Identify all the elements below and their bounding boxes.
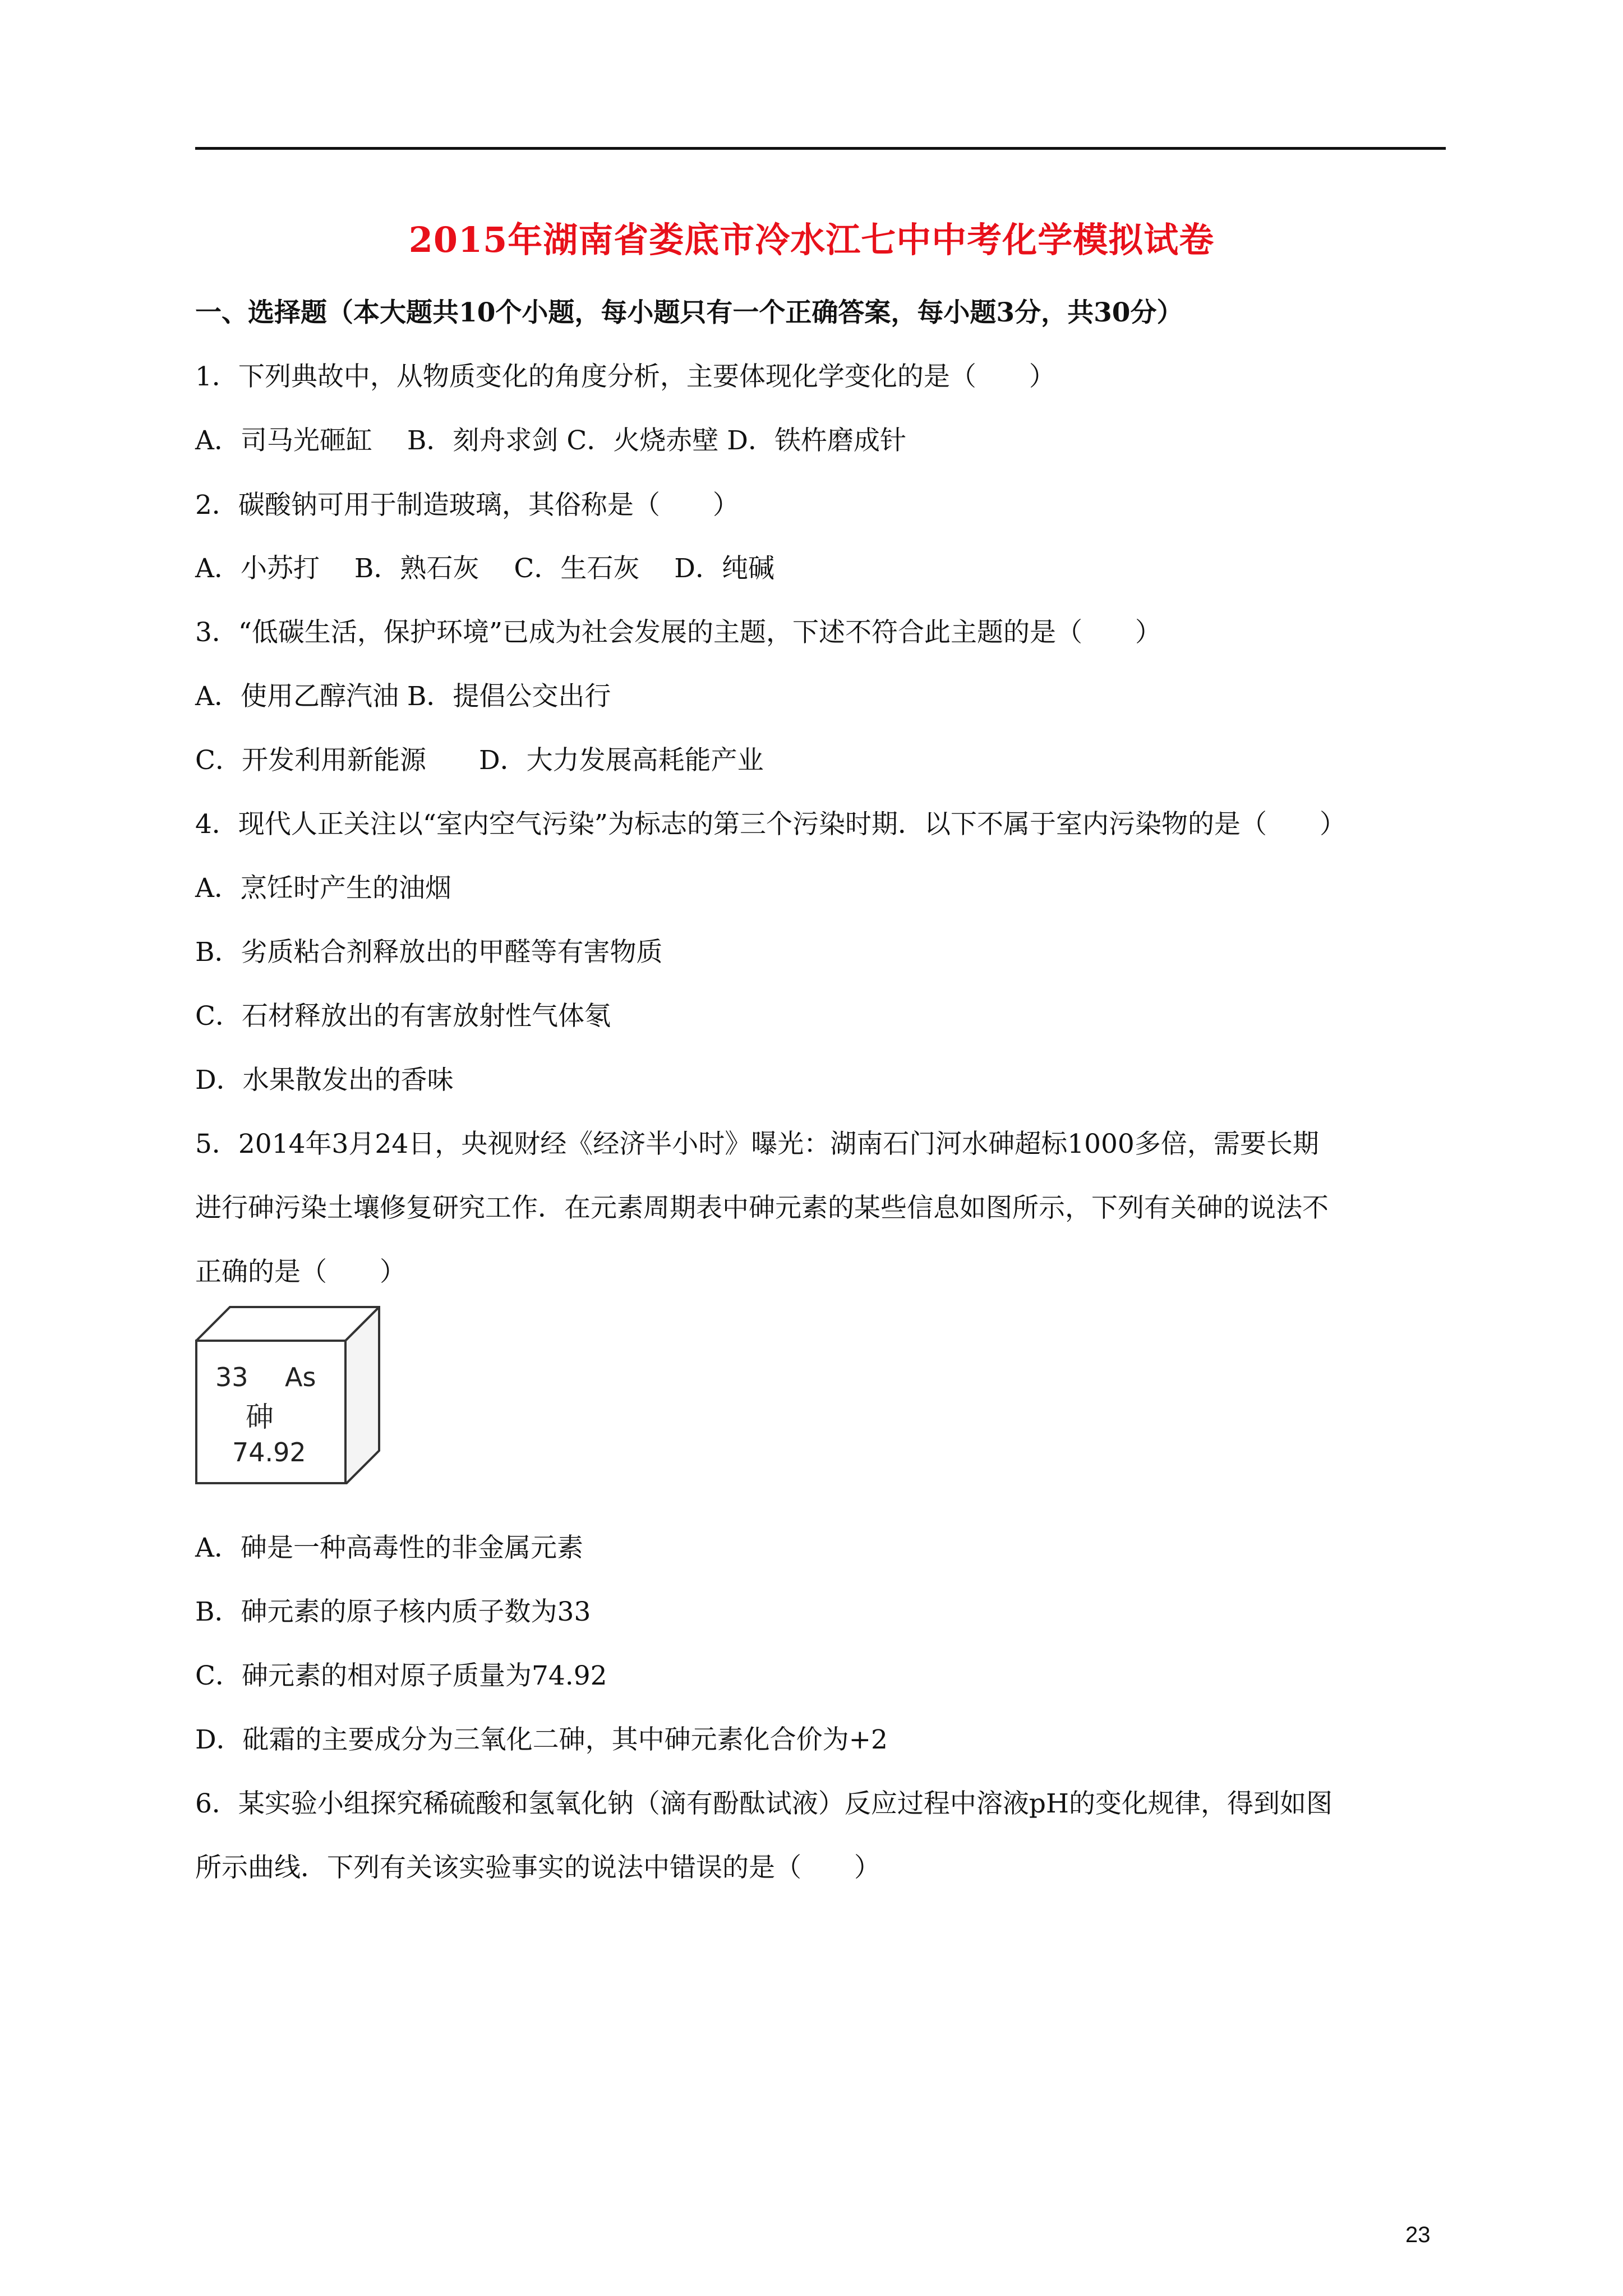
q3-stem: 3．“低碳生活，保护环境”已成为社会发展的主题，下述不符合此主题的是（ ） (195, 617, 1161, 648)
atomic-mass: 74.92 (232, 1437, 306, 1467)
element-card-figure (195, 1306, 380, 1484)
q5-option-d: D．砒霜的主要成分为三氧化二砷，其中砷元素化合价为+2 (195, 1724, 888, 1755)
element-symbol: As (285, 1362, 316, 1392)
q5-stem-line1: 5．2014年3月24日，央视财经《经济半小时》曝光：湖南石门河水砷超标1000多倍，需要长期 (195, 1129, 1319, 1159)
q1-options: A．司马光砸缸 B．刻舟求剑 C．火烧赤壁 D．铁杵磨成针 (195, 425, 906, 456)
page-title: 2015年湖南省娄底市冷水江七中中考化学模拟试卷 (408, 219, 1215, 260)
q4-option-d: D．水果散发出的香味 (195, 1065, 454, 1096)
q5-option-a: A．砷是一种高毒性的非金属元素 (195, 1533, 583, 1563)
q5-stem-line2: 进行砷污染土壤修复研究工作．在元素周期表中砷元素的某些信息如图所示，下列有关砷的说法不 (195, 1193, 1329, 1223)
q6-stem-line1: 6．某实验小组探究稀硫酸和氢氧化钠（滴有酚酞试液）反应过程中溶液pH的变化规律，得到如图 (195, 1788, 1332, 1819)
q4-stem: 4．现代人正关注以“室内空气污染”为标志的第三个污染时期．以下不属于室内污染物的是（ ） (195, 809, 1346, 840)
atomic-number: 33 (215, 1362, 248, 1392)
header-rule (195, 147, 1446, 150)
q3-options-cd: C．开发利用新能源 D．大力发展高耗能产业 (195, 745, 764, 776)
q2-options: A．小苏打 B．熟石灰 C．生石灰 D．纯碱 (195, 553, 774, 584)
q4-option-c: C．石材释放出的有害放射性气体氡 (195, 1001, 611, 1032)
q4-option-b: B．劣质粘合剂释放出的甲醛等有害物质 (195, 937, 663, 968)
q5-option-b: B．砷元素的原子核内质子数为33 (195, 1596, 591, 1627)
q5-stem-line3: 正确的是（ ） (195, 1257, 406, 1287)
q3-options-ab: A．使用乙醇汽油 B．提倡公交出行 (195, 681, 611, 712)
q5-option-c: C．砷元素的相对原子质量为74.92 (195, 1660, 607, 1691)
page-number: 23 (1405, 2223, 1431, 2247)
q2-stem: 2．碳酸钠可用于制造玻璃，其俗称是（ ） (195, 490, 739, 521)
q6-stem-line2: 所示曲线．下列有关该实验事实的说法中错误的是（ ） (195, 1852, 880, 1883)
section-heading: 一、选择题（本大题共10个小题，每小题只有一个正确答案，每小题3分，共30分） (195, 297, 1183, 328)
element-name: 砷 (246, 1401, 274, 1433)
q4-option-a: A．烹饪时产生的油烟 (195, 873, 451, 904)
q1-stem: 1．下列典故中，从物质变化的角度分析，主要体现化学变化的是（ ） (195, 361, 1055, 392)
